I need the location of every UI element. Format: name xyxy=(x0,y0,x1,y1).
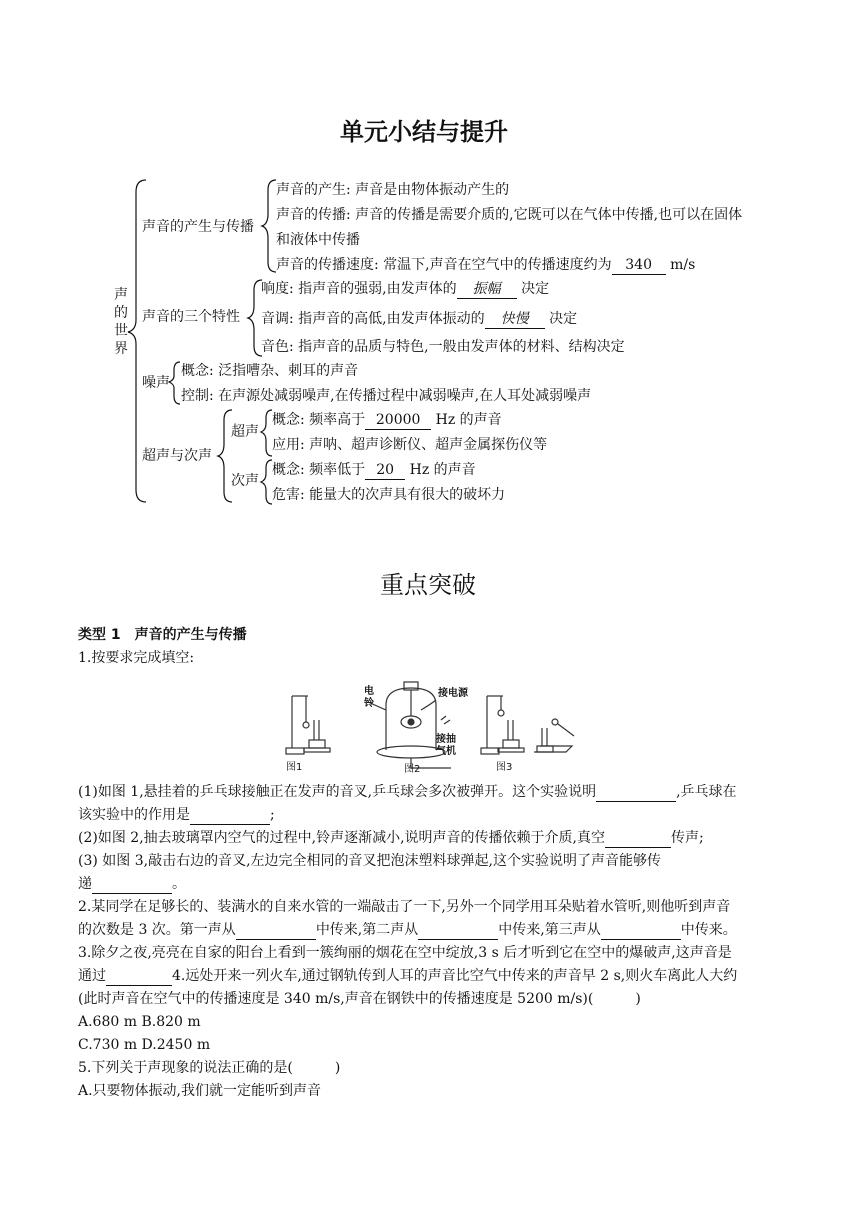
q5-stem: 5.下列关于声现象的说法正确的是( ) xyxy=(78,1060,341,1076)
ultra-infra-label: 超声与次声 xyxy=(142,448,212,464)
q4-a: 4.远处开来一列火车,通过钢轨传到人耳的声音比空气中传来的声音早 2 s,则火车离此人大约 xyxy=(172,968,738,984)
q1-stem: 1.按要求完成填空: xyxy=(78,650,195,666)
noise-control: 控制: 在声源处减弱噪声,在传播过程中减弱噪声,在人耳处减弱噪声 xyxy=(181,388,592,404)
q2-blank-1[interactable] xyxy=(236,921,316,940)
pitch-prefix: 音调: 指声音的高低,由发声体振动的 xyxy=(261,311,485,327)
features-label: 声音的三个特性 xyxy=(142,309,240,325)
ultra-prefix: 概念: 频率高于 xyxy=(272,412,366,428)
speed-unit: m/s xyxy=(670,257,696,273)
experiment-figures xyxy=(276,680,586,776)
infra-concept xyxy=(272,461,476,480)
q4-options-2: C.730 m D.2450 m xyxy=(78,1037,211,1053)
type-heading: 类型 1 声音的产生与传播 xyxy=(78,627,247,643)
q1-2b: 传声; xyxy=(671,830,704,846)
q2-d: 中传来,第三声从 xyxy=(498,922,601,938)
speed-prefix: 声音的传播速度: 常温下,声音在空气中的传播速度约为 xyxy=(276,257,612,273)
q1-part2 xyxy=(78,829,704,848)
q2-line2 xyxy=(78,921,737,940)
features-brace xyxy=(248,280,262,356)
infra-prefix: 概念: 频率低于 xyxy=(272,462,366,478)
q1-part3-line2 xyxy=(78,875,186,894)
pump-label-1: 接抽 xyxy=(436,734,456,745)
q2-c: 中传来,第二声从 xyxy=(315,922,419,938)
ultra-application: 应用: 声呐、超声诊断仪、超声金属探伤仪等 xyxy=(272,437,548,453)
noise-label: 噪声 xyxy=(142,375,170,391)
q2-line1: 2.某同学在足够长的、装满水的自来水管的一端敲击了一下,另外一个同学用耳朵贴着水管听,则他听到声音 xyxy=(78,899,731,915)
q2-e: 中传来。 xyxy=(680,922,737,938)
production-label: 声音的产生与传播 xyxy=(142,219,254,235)
section-title: 重点突破 xyxy=(380,571,476,599)
noise-concept: 概念: 泛指嘈杂、刺耳的声音 xyxy=(181,363,359,379)
ultra-value: 20000 xyxy=(365,411,431,430)
q1-1a: (1)如图 1,悬挂着的乒乓球接触正在发声的音叉,乒乓球会多次被弹开。这个实验说明 xyxy=(78,784,597,800)
infra-harm: 危害: 能量大的次声具有很大的破坏力 xyxy=(272,487,506,503)
q3-b: 通过 xyxy=(78,968,106,984)
q1-1-blank-a[interactable] xyxy=(596,783,676,802)
production-speed xyxy=(276,256,695,275)
infra-suffix: Hz 的声音 xyxy=(409,462,476,478)
q1-3c: 。 xyxy=(172,876,186,892)
pump-label-2: 气机 xyxy=(436,746,456,757)
fig2-label: 图2 xyxy=(404,764,421,775)
loudness-line xyxy=(261,280,549,299)
q1-1-blank-b[interactable] xyxy=(190,806,270,825)
pitch-answer: 快慢 xyxy=(485,310,545,329)
infra-brace xyxy=(261,460,272,504)
q4-options-1: A.680 m B.820 m xyxy=(78,1014,201,1030)
q5-option-a: A.只要物体振动,我们就一定能听到声音 xyxy=(78,1083,322,1099)
loudness-suffix: 决定 xyxy=(521,281,550,297)
q1-1b: ,乒乓球在 xyxy=(676,784,737,800)
q2-blank-2[interactable] xyxy=(418,921,498,940)
q1-part3-line1: (3) 如图 3,敲击右边的音叉,左边完全相同的音叉把泡沫塑料球弹起,这个实验说明了声音能够传 xyxy=(78,853,661,869)
ultra-brace xyxy=(261,410,272,456)
q3-q4-line xyxy=(78,967,737,986)
ultra-suffix: Hz 的声音 xyxy=(435,412,502,428)
ultra-label: 超声 xyxy=(231,424,259,440)
q1-2a: (2)如图 2,抽去玻璃罩内空气的过程中,铃声逐渐减小,说明声音的传播依赖于介质,真空 xyxy=(78,830,605,846)
speed-value: 340 xyxy=(612,256,666,275)
production-item-1: 声音的产生: 声音是由物体振动产生的 xyxy=(276,182,510,198)
ultra-concept xyxy=(272,411,502,430)
timbre-line: 音色: 指声音的品质与特色,一般由发声体的材料、结构决定 xyxy=(261,339,625,355)
bell-label-1: 电 xyxy=(364,686,374,697)
q1-part1-line2 xyxy=(78,806,275,825)
q3-line1: 3.除夕之夜,亮亮在自家的阳台上看到一簇绚丽的烟花在空中绽放,3 s 后才听到它在空中的爆破声,这声音是 xyxy=(78,945,732,961)
q1-3b: 递 xyxy=(78,876,92,892)
fig3-label: 图3 xyxy=(496,762,513,773)
fig1-label: 图1 xyxy=(286,762,303,773)
production-brace xyxy=(262,180,276,272)
loudness-answer: 振幅 xyxy=(457,280,517,299)
infra-label: 次声 xyxy=(231,473,259,489)
loudness-prefix: 响度: 指声音的强弱,由发声体的 xyxy=(261,281,457,297)
ultra-infra-brace xyxy=(218,410,232,502)
q4-line2: (此时声音在空气中的传播速度是 340 m/s,声音在钢铁中的传播速度是 5200 m/s)( ) xyxy=(78,991,641,1007)
q2-b: 的次数是 3 次。第一声从 xyxy=(78,922,236,938)
q2-blank-3[interactable] xyxy=(601,921,681,940)
q1-2-blank[interactable] xyxy=(605,829,671,848)
infra-value: 20 xyxy=(365,461,405,480)
q3-blank[interactable] xyxy=(106,967,172,986)
figure-1-drawing xyxy=(286,696,330,754)
q1-1d: ; xyxy=(270,807,275,823)
production-item-3: 和液体中传播 xyxy=(276,232,360,248)
page-title: 单元小结与提升 xyxy=(340,118,508,146)
q1-3-blank[interactable] xyxy=(92,875,172,894)
bell-label-2: 铃 xyxy=(364,698,374,709)
q1-1c: 该实验中的作用是 xyxy=(78,807,190,823)
production-item-2: 声音的传播: 声音的传播是需要介质的,它既可以在气体中传播,也可以在固体 xyxy=(276,207,743,223)
pitch-suffix: 决定 xyxy=(549,311,578,327)
mindmap-root: 声的世界 xyxy=(114,287,128,357)
figure-3-drawing xyxy=(481,696,574,754)
power-label: 接电源 xyxy=(438,688,468,699)
pitch-line xyxy=(261,310,577,329)
noise-brace xyxy=(169,362,180,404)
q1-part1-line1 xyxy=(78,783,737,802)
